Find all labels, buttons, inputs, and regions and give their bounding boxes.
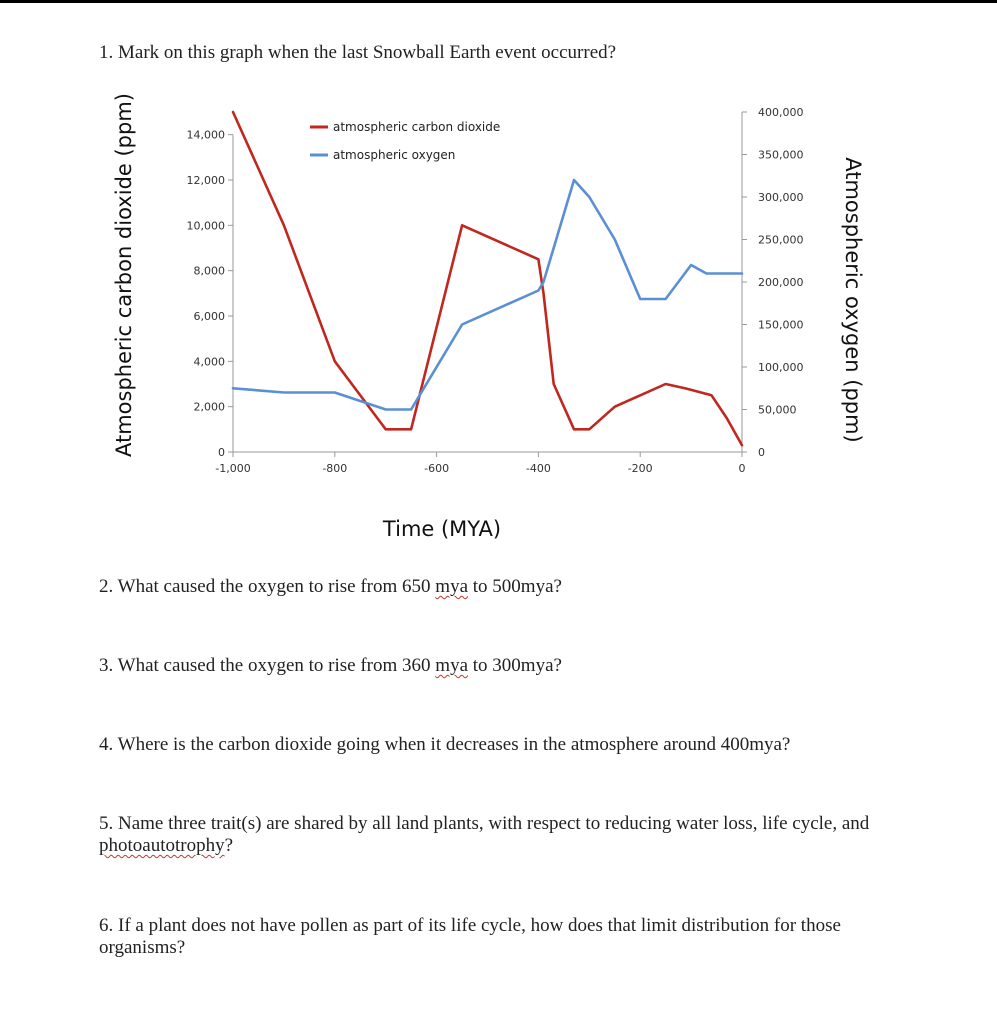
legend	[310, 120, 500, 162]
right-tick-label: 100,000	[758, 361, 804, 374]
legend-label: atmospheric carbon dioxide	[333, 120, 501, 134]
spell-flag-photoautotrophy: photoautotrophy	[99, 835, 225, 856]
co2-oxygen-chart	[105, 90, 885, 550]
right-tick-label: 250,000	[758, 233, 804, 247]
left-tick-label: 2,000	[193, 400, 225, 414]
left-tick-label: 4,000	[193, 355, 225, 369]
left-tick-label: 10,000	[186, 219, 225, 233]
y-axis-label: Atmospheric carbon dioxide (ppm)	[112, 93, 136, 457]
question-2-text-a: 2. What caused the oxygen to rise from 650	[99, 576, 436, 597]
right-axis-ticks	[742, 106, 804, 459]
x-tick-label: -400	[525, 462, 551, 475]
right-tick-label: 0	[758, 446, 765, 459]
y2-axis-label: Atmospheric oxygen (ppm)	[841, 157, 865, 443]
x-tick-label: 0	[738, 462, 746, 475]
right-tick-label: 400,000	[758, 106, 804, 119]
spell-flag-mya: mya	[435, 655, 469, 676]
right-tick-label: 300,000	[758, 191, 804, 204]
question-1: 1. Mark on this graph when the last Snowball Earth event occurred?	[99, 42, 617, 63]
question-3	[99, 655, 562, 677]
legend-label: atmospheric oxygen	[333, 148, 456, 162]
x-axis-ticks	[215, 452, 745, 475]
right-tick-label: 350,000	[758, 148, 804, 162]
question-3-text-b: to 300mya?	[468, 655, 562, 676]
spell-flag-mya: mya	[435, 576, 469, 597]
question-2	[99, 576, 562, 598]
series-lines	[233, 112, 742, 445]
left-axis-ticks	[187, 129, 234, 459]
question-5	[99, 813, 919, 857]
question-2-text-b: to 500mya?	[468, 576, 562, 597]
left-tick-label: 6,000	[193, 310, 225, 323]
top-border	[0, 0, 997, 3]
co2-line	[233, 112, 742, 445]
left-tick-label: 0	[218, 446, 225, 459]
right-tick-label: 50,000	[758, 403, 797, 417]
left-tick-label: 14,000	[186, 128, 225, 142]
left-tick-label: 12,000	[186, 174, 225, 187]
x-tick-label: -600	[424, 462, 450, 475]
x-tick-label: -200	[627, 462, 653, 475]
right-tick-label: 200,000	[758, 276, 804, 289]
question-3-text-a: 3. What caused the oxygen to rise from 360	[99, 655, 436, 676]
x-tick-label: -800	[322, 462, 348, 475]
x-tick-label: -1,000	[215, 462, 251, 475]
question-4: 4. Where is the carbon dioxide going when it decreases in the atmosphere around 400mya?	[99, 734, 791, 755]
left-tick-label: 8,000	[193, 264, 225, 278]
question-6: 6. If a plant does not have pollen as part of its life cycle, how does that limit distribution for those organisms?	[99, 915, 841, 958]
question-5-text-a: 5. Name three trait(s) are shared by all land plants, with respect to reducing water loss, life cycle, and	[99, 813, 870, 834]
question-5-text-b: ?	[224, 835, 234, 856]
x-axis-label: Time (MYA)	[382, 517, 502, 541]
right-tick-label: 150,000	[758, 318, 804, 332]
chart-svg	[105, 90, 885, 550]
